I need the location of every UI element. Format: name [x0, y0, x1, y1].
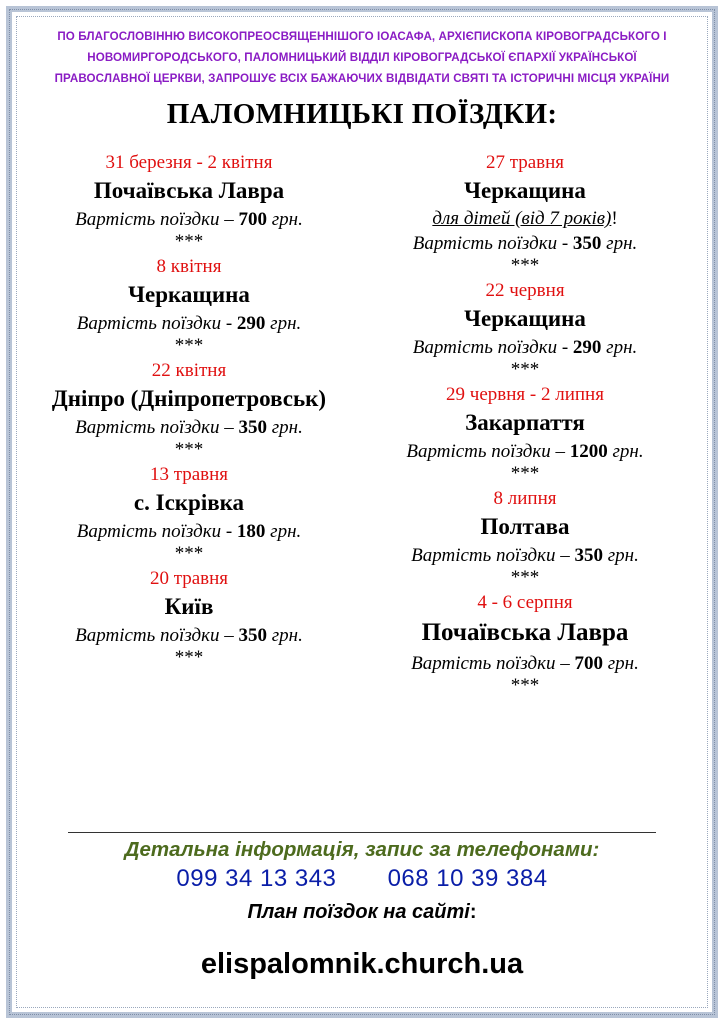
trip-price: [362, 651, 688, 676]
trip-entry: [24, 254, 354, 358]
trip-destination: Почаївська Лавра: [421, 619, 629, 646]
trip-destination: Почаївська Лавра: [93, 178, 285, 203]
separator-stars: ***: [510, 675, 540, 696]
price-label: Вартість поїздки -: [76, 313, 237, 334]
website-link[interactable]: elispalomnik.church.ua: [200, 948, 524, 980]
price-currency: грн.: [601, 337, 638, 358]
separator-stars: ***: [510, 255, 540, 276]
price-value: 350: [238, 417, 267, 438]
price-value: 290: [572, 337, 602, 358]
price-label: Вартість поїздки –: [75, 209, 239, 230]
price-value: 350: [572, 233, 602, 254]
trip-price: [362, 231, 688, 256]
trip-destination: с. Іскрівка: [133, 490, 245, 515]
price-currency: грн.: [265, 521, 302, 542]
trip-note-suffix: !: [611, 208, 618, 229]
price-currency: грн.: [267, 625, 303, 646]
plan-text: План поїздок на сайті: [247, 901, 470, 923]
website-plan-label: [0, 901, 724, 924]
phone-number-1[interactable]: 099 34 13 343: [176, 865, 337, 892]
trip-price: [362, 335, 688, 360]
header-line: НОВОМИРГОРОДСЬКОГО, ПАЛОМНИЦЬКИЙ ВІДДІЛ КІРОВОГРАДСЬКОЇ ЄПАРХІЇ УКРАЇНСЬКОЇ: [87, 51, 637, 64]
price-label: Вартість поїздки –: [75, 417, 239, 438]
price-value: 180: [236, 521, 266, 542]
header-line: ПО БЛАГОСЛОВІННЮ ВИСОКОПРЕОСВЯЩЕННІШОГО ІОАСАФА, АРХІЄПИСКОПА КІРОВОГРАДСЬКОГО І: [57, 30, 667, 43]
trip-entry: [362, 486, 688, 590]
trip-destination: Дніпро (Дніпропетровськ): [51, 386, 327, 411]
trips-column-left: [24, 150, 354, 670]
trip-destination: Полтава: [480, 514, 570, 539]
trip-note-text: для дітей (від 7 років): [432, 208, 612, 229]
trip-destination: Черкащина: [128, 282, 250, 307]
header-line: ПРАВОСЛАВНОЇ ЦЕРКВИ, ЗАПРОШУЄ ВСІХ БАЖАЮЧИХ ВІДВІДАТИ СВЯТІ ТА ІСТОРИЧНІ МІСЦЯ УКРАЇНИ: [54, 72, 670, 85]
trip-date: 4 - 6 серпня: [477, 592, 573, 613]
separator-stars: ***: [510, 359, 540, 380]
price-label: Вартість поїздки –: [75, 625, 239, 646]
trip-date: 20 травня: [149, 568, 229, 589]
trip-date: 22 квітня: [151, 360, 227, 381]
price-value: 1200: [569, 441, 608, 462]
trip-price: [24, 623, 354, 648]
trip-destination: Закарпаття: [465, 410, 585, 435]
plan-colon: :: [469, 901, 477, 923]
price-label: Вартість поїздки –: [406, 441, 570, 462]
price-currency: грн.: [603, 545, 639, 566]
price-currency: грн.: [267, 417, 303, 438]
trip-destination: Черкащина: [464, 306, 586, 331]
trip-price: [24, 207, 354, 232]
price-value: 350: [238, 625, 267, 646]
trip-entry: [362, 590, 688, 698]
trip-entry: [24, 462, 354, 566]
trip-date: 8 липня: [493, 488, 557, 509]
price-currency: грн.: [265, 313, 302, 334]
separator-stars: ***: [510, 567, 540, 588]
price-value: 350: [574, 545, 603, 566]
contact-info-label: Детальна інформація, запис за телефонами:: [124, 838, 600, 861]
phone-numbers: [0, 865, 724, 893]
trip-date: 29 червня - 2 липня: [446, 384, 604, 405]
trip-entry: [362, 150, 688, 278]
trip-entry: [362, 382, 688, 486]
trip-price: [24, 415, 354, 440]
separator-stars: ***: [174, 335, 204, 356]
trip-price: [24, 519, 354, 544]
trip-date: 22 червня: [485, 280, 565, 301]
trip-destination: Київ: [164, 594, 214, 619]
trip-date: 31 березня - 2 квітня: [105, 152, 273, 173]
trips-column-right: [362, 150, 688, 698]
separator-stars: ***: [174, 647, 204, 668]
price-label: Вартість поїздки –: [411, 653, 575, 674]
separator-stars: ***: [510, 463, 540, 484]
separator-stars: ***: [174, 543, 204, 564]
separator-stars: ***: [174, 439, 204, 460]
price-currency: грн.: [607, 441, 644, 462]
blessing-header: [22, 26, 702, 89]
trip-price: [24, 311, 354, 336]
trip-entry: [24, 566, 354, 670]
phone-number-2[interactable]: 068 10 39 384: [387, 865, 548, 892]
trip-date: 27 травня: [485, 152, 565, 173]
price-label: Вартість поїздки -: [76, 521, 237, 542]
price-currency: грн.: [603, 653, 639, 674]
price-value: 700: [238, 209, 267, 230]
trip-entry: [24, 358, 354, 462]
price-value: 700: [574, 653, 603, 674]
separator-stars: ***: [174, 231, 204, 252]
price-value: 290: [236, 313, 266, 334]
price-label: Вартість поїздки -: [412, 233, 573, 254]
price-label: Вартість поїздки -: [412, 337, 573, 358]
price-currency: грн.: [601, 233, 638, 254]
divider-line: [68, 832, 656, 833]
trip-date: 13 травня: [149, 464, 229, 485]
trip-entry: [362, 278, 688, 382]
trip-entry: [24, 150, 354, 254]
price-label: Вартість поїздки –: [411, 545, 575, 566]
trip-destination: Черкащина: [464, 178, 586, 203]
trip-price: [362, 543, 688, 568]
trip-price: [362, 439, 688, 464]
page-title: ПАЛОМНИЦЬКІ ПОЇЗДКИ:: [166, 98, 558, 130]
price-currency: грн.: [267, 209, 303, 230]
trip-note: [362, 207, 688, 231]
trip-date: 8 квітня: [156, 256, 222, 277]
